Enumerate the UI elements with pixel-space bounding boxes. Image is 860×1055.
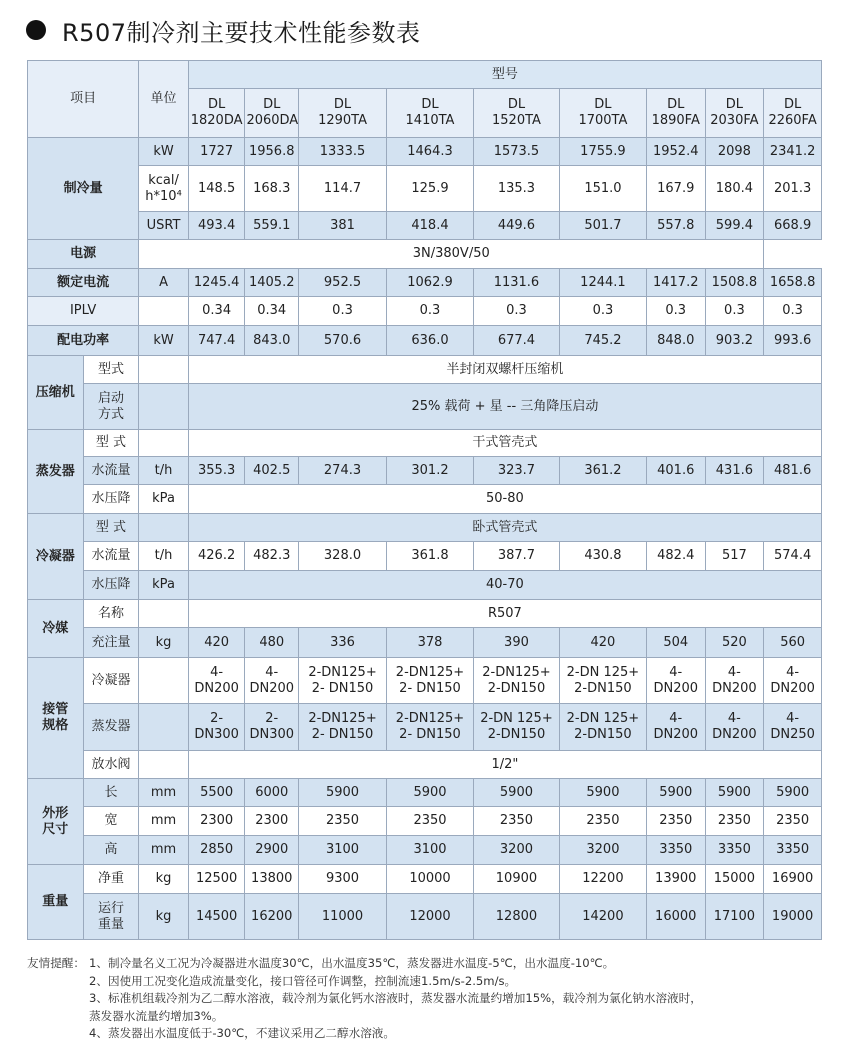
value-cell: 10900 — [473, 865, 559, 894]
table-row — [28, 628, 822, 658]
sub-label: 型 式 — [83, 514, 139, 542]
value-cell: 952.5 — [299, 269, 387, 297]
table-row — [28, 457, 822, 485]
value-cell: 4- DN200 — [705, 658, 764, 704]
value-cell: 5900 — [764, 779, 822, 807]
value-cell: 2- DN300 — [188, 704, 245, 751]
value-cell: 4- DN200 — [245, 658, 299, 704]
table-row — [28, 836, 822, 865]
note-item: 4、蒸发器出水温度低于-30℃，不建议采用乙二醇水溶液。 — [89, 1026, 395, 1040]
unit-cell: mm — [139, 779, 189, 807]
value-cell: 2-DN125+ 2- DN150 — [299, 658, 387, 704]
spanned-value: 3N/380V/50 — [139, 240, 764, 269]
value-cell: 482.4 — [646, 542, 705, 571]
value-cell: 560 — [764, 628, 822, 658]
value-cell: 180.4 — [705, 166, 764, 212]
table-row — [28, 356, 822, 384]
note-item: 2、因使用工况变化造成流量变化，接口管径可作调整，控制流速1.5m/s-2.5m/s。 — [89, 973, 517, 988]
table-row — [28, 138, 822, 166]
sub-label: 净重 — [83, 865, 139, 894]
note-item: 3、标准机组载冷剂为乙二醇水溶液，载冷剂为氯化钙水溶液时，蒸发器水流量约增加15%，载冷剂为氯化钠水溶液时， 蒸发器水流量约增加3%。 — [89, 991, 702, 1023]
value-cell: 125.9 — [387, 166, 474, 212]
header-row-1 — [28, 61, 822, 89]
value-cell: 1417.2 — [646, 269, 705, 297]
value-cell: 557.8 — [646, 212, 705, 240]
unit-cell: A — [139, 269, 189, 297]
table-row — [28, 894, 822, 940]
sub-label: 高 — [83, 836, 139, 865]
value-cell: 2300 — [188, 807, 245, 836]
sub-label: 水流量 — [83, 542, 139, 571]
unit-cell: kcal/ h*10⁴ — [139, 166, 189, 212]
value-cell: 11000 — [299, 894, 387, 940]
unit-cell — [139, 658, 189, 704]
value-cell: 480 — [245, 628, 299, 658]
value-cell: 12500 — [188, 865, 245, 894]
value-cell: 2350 — [473, 807, 559, 836]
table-row — [28, 485, 822, 514]
model-cell: DL 1890FA — [646, 89, 705, 138]
value-cell: 12000 — [387, 894, 474, 940]
value-cell: 848.0 — [646, 326, 705, 356]
value-cell: 12200 — [559, 865, 646, 894]
table-row — [28, 240, 822, 269]
unit-cell: kg — [139, 628, 189, 658]
unit-cell — [139, 751, 189, 779]
sub-label: 宽 — [83, 807, 139, 836]
value-cell: 449.6 — [473, 212, 559, 240]
spanned-value: 干式管壳式 — [188, 430, 821, 457]
value-cell: 167.9 — [646, 166, 705, 212]
model-cell: DL 1290TA — [299, 89, 387, 138]
bullet-dot-icon — [26, 20, 46, 40]
section-label: 重量 — [28, 865, 84, 940]
table-row — [28, 600, 822, 628]
value-cell: 5900 — [559, 779, 646, 807]
table-row — [28, 297, 822, 326]
table-row — [28, 542, 822, 571]
sub-label: 水压降 — [83, 571, 139, 600]
unit-cell — [139, 704, 189, 751]
value-cell: 843.0 — [245, 326, 299, 356]
value-cell: 1244.1 — [559, 269, 646, 297]
value-cell: 4- DN200 — [705, 704, 764, 751]
value-cell: 3350 — [646, 836, 705, 865]
table-row — [28, 658, 822, 704]
value-cell: 10000 — [387, 865, 474, 894]
value-cell: 517 — [705, 542, 764, 571]
value-cell: 4- DN200 — [646, 658, 705, 704]
value-cell: 5500 — [188, 779, 245, 807]
value-cell: 903.2 — [705, 326, 764, 356]
value-cell: 993.6 — [764, 326, 822, 356]
value-cell: 1658.8 — [764, 269, 822, 297]
value-cell: 0.3 — [387, 297, 474, 326]
value-cell: 1333.5 — [299, 138, 387, 166]
note-item: 1、制冷量名义工况为冷凝器进水温度30℃，出水温度35℃，蒸发器进水温度-5℃，出水温度-10℃。 — [89, 956, 615, 970]
value-cell: 1062.9 — [387, 269, 474, 297]
section-label: 配电功率 — [28, 326, 139, 356]
value-cell: 17100 — [705, 894, 764, 940]
value-cell: 0.34 — [188, 297, 245, 326]
value-cell: 4- DN200 — [646, 704, 705, 751]
value-cell: 1245.4 — [188, 269, 245, 297]
unit-cell: kW — [139, 326, 189, 356]
unit-cell: t/h — [139, 457, 189, 485]
sub-label: 型 式 — [83, 430, 139, 457]
section-label: 制冷量 — [28, 138, 139, 240]
model-header: 型号 — [188, 61, 821, 89]
model-cell: DL 1820DA — [188, 89, 245, 138]
value-cell: 9300 — [299, 865, 387, 894]
table-row — [28, 807, 822, 836]
value-cell: 426.2 — [188, 542, 245, 571]
value-cell: 274.3 — [299, 457, 387, 485]
value-cell: 5900 — [705, 779, 764, 807]
value-cell: 381 — [299, 212, 387, 240]
value-cell: 1956.8 — [245, 138, 299, 166]
value-cell: 0.3 — [705, 297, 764, 326]
value-cell: 420 — [188, 628, 245, 658]
value-cell: 2-DN 125+ 2-DN150 — [559, 704, 646, 751]
value-cell: 13800 — [245, 865, 299, 894]
section-label: 接管 规格 — [28, 658, 84, 779]
table-row — [28, 751, 822, 779]
value-cell: 4- DN250 — [764, 704, 822, 751]
value-cell: 2350 — [646, 807, 705, 836]
value-cell: 355.3 — [188, 457, 245, 485]
sub-label: 名称 — [83, 600, 139, 628]
spanned-value: 40-70 — [188, 571, 821, 600]
unit-cell: kPa — [139, 571, 189, 600]
value-cell: 2350 — [764, 807, 822, 836]
sub-label: 启动 方式 — [83, 384, 139, 430]
section-label: 冷凝器 — [28, 514, 84, 600]
value-cell: 5900 — [473, 779, 559, 807]
value-cell: 501.7 — [559, 212, 646, 240]
value-cell: 504 — [646, 628, 705, 658]
notes — [27, 955, 827, 1043]
value-cell: 2300 — [245, 807, 299, 836]
value-cell: 482.3 — [245, 542, 299, 571]
spanned-value: 半封闭双螺杆压缩机 — [188, 356, 821, 384]
value-cell: 1131.6 — [473, 269, 559, 297]
value-cell: 6000 — [245, 779, 299, 807]
value-cell: 5900 — [646, 779, 705, 807]
value-cell: 114.7 — [299, 166, 387, 212]
value-cell: 16200 — [245, 894, 299, 940]
value-cell: 151.0 — [559, 166, 646, 212]
value-cell: 15000 — [705, 865, 764, 894]
value-cell: 13900 — [646, 865, 705, 894]
value-cell: 1405.2 — [245, 269, 299, 297]
sub-label: 水流量 — [83, 457, 139, 485]
table-row — [28, 514, 822, 542]
table-row — [28, 212, 822, 240]
value-cell: 0.3 — [764, 297, 822, 326]
unit-cell: mm — [139, 807, 189, 836]
unit-cell — [139, 600, 189, 628]
value-cell: 2- DN300 — [245, 704, 299, 751]
item-header: 项目 — [28, 61, 139, 138]
value-cell: 4- DN200 — [764, 658, 822, 704]
section-label: 电源 — [28, 240, 139, 269]
value-cell: 2900 — [245, 836, 299, 865]
spanned-value: 1/2" — [188, 751, 821, 779]
sub-label: 蒸发器 — [83, 704, 139, 751]
unit-cell: kg — [139, 894, 189, 940]
value-cell: 481.6 — [764, 457, 822, 485]
value-cell: 16900 — [764, 865, 822, 894]
value-cell: 3100 — [299, 836, 387, 865]
unit-cell — [139, 514, 189, 542]
value-cell: 3350 — [705, 836, 764, 865]
value-cell: 636.0 — [387, 326, 474, 356]
section-label: 蒸发器 — [28, 430, 84, 514]
value-cell: 0.34 — [245, 297, 299, 326]
value-cell: 16000 — [646, 894, 705, 940]
value-cell: 3100 — [387, 836, 474, 865]
sub-label: 型式 — [83, 356, 139, 384]
value-cell: 328.0 — [299, 542, 387, 571]
value-cell: 336 — [299, 628, 387, 658]
value-cell: 3200 — [559, 836, 646, 865]
value-cell: 2350 — [299, 807, 387, 836]
unit-cell: t/h — [139, 542, 189, 571]
value-cell: 2350 — [705, 807, 764, 836]
value-cell: 19000 — [764, 894, 822, 940]
spec-table — [27, 60, 822, 940]
notes-label: 友情提醒： — [27, 956, 85, 970]
section-label: 外形 尺寸 — [28, 779, 84, 865]
value-cell: 1464.3 — [387, 138, 474, 166]
value-cell: 135.3 — [473, 166, 559, 212]
value-cell: 323.7 — [473, 457, 559, 485]
value-cell: 0.3 — [473, 297, 559, 326]
value-cell: 2350 — [559, 807, 646, 836]
value-cell: 1727 — [188, 138, 245, 166]
value-cell: 2098 — [705, 138, 764, 166]
value-cell: 390 — [473, 628, 559, 658]
value-cell: 5900 — [299, 779, 387, 807]
value-cell: 599.4 — [705, 212, 764, 240]
unit-cell — [139, 384, 189, 430]
unit-header: 单位 — [139, 61, 189, 138]
value-cell: 2-DN 125+ 2-DN150 — [473, 704, 559, 751]
table-row — [28, 571, 822, 600]
table-row — [28, 269, 822, 297]
value-cell: 2-DN125+ 2- DN150 — [387, 704, 474, 751]
model-cell: DL 2260FA — [764, 89, 822, 138]
value-cell: 677.4 — [473, 326, 559, 356]
spanned-value: R507 — [188, 600, 821, 628]
value-cell: 430.8 — [559, 542, 646, 571]
unit-cell: kW — [139, 138, 189, 166]
spanned-value: 卧式管壳式 — [188, 514, 821, 542]
value-cell: 301.2 — [387, 457, 474, 485]
value-cell: 420 — [559, 628, 646, 658]
value-cell: 0.3 — [559, 297, 646, 326]
value-cell: 520 — [705, 628, 764, 658]
value-cell: 3200 — [473, 836, 559, 865]
value-cell: 148.5 — [188, 166, 245, 212]
value-cell: 2-DN125+ 2- DN150 — [387, 658, 474, 704]
page-title: R507制冷剂主要技术性能参数表 — [62, 18, 421, 47]
value-cell: 4- DN200 — [188, 658, 245, 704]
value-cell: 2-DN 125+ 2-DN150 — [559, 658, 646, 704]
table-row — [28, 166, 822, 212]
value-cell: 2341.2 — [764, 138, 822, 166]
value-cell: 2-DN125+ 2-DN150 — [473, 658, 559, 704]
value-cell: 1755.9 — [559, 138, 646, 166]
sub-label: 冷凝器 — [83, 658, 139, 704]
value-cell: 2350 — [387, 807, 474, 836]
sub-label: 长 — [83, 779, 139, 807]
value-cell: 401.6 — [646, 457, 705, 485]
model-cell: DL 2060DA — [245, 89, 299, 138]
value-cell: 570.6 — [299, 326, 387, 356]
value-cell: 12800 — [473, 894, 559, 940]
table-row — [28, 326, 822, 356]
model-cell: DL 1520TA — [473, 89, 559, 138]
value-cell: 168.3 — [245, 166, 299, 212]
value-cell: 378 — [387, 628, 474, 658]
spanned-value: 25% 载荷 + 星 -- 三角降压启动 — [188, 384, 821, 430]
spanned-value: 50-80 — [188, 485, 821, 514]
value-cell: 559.1 — [245, 212, 299, 240]
sub-label: 充注量 — [83, 628, 139, 658]
value-cell: 668.9 — [764, 212, 822, 240]
value-cell: 2-DN125+ 2- DN150 — [299, 704, 387, 751]
section-label: 额定电流 — [28, 269, 139, 297]
value-cell: 5900 — [387, 779, 474, 807]
value-cell: 747.4 — [188, 326, 245, 356]
unit-cell: mm — [139, 836, 189, 865]
value-cell: 418.4 — [387, 212, 474, 240]
sub-label: 运行 重量 — [83, 894, 139, 940]
value-cell: 574.4 — [764, 542, 822, 571]
value-cell: 2850 — [188, 836, 245, 865]
unit-cell: USRT — [139, 212, 189, 240]
value-cell: 402.5 — [245, 457, 299, 485]
value-cell: 431.6 — [705, 457, 764, 485]
value-cell: 14200 — [559, 894, 646, 940]
value-cell: 745.2 — [559, 326, 646, 356]
table-row — [28, 704, 822, 751]
unit-cell: kg — [139, 865, 189, 894]
sub-label: 水压降 — [83, 485, 139, 514]
value-cell: 493.4 — [188, 212, 245, 240]
unit-cell — [139, 297, 189, 326]
title-row — [26, 12, 420, 48]
value-cell: 361.2 — [559, 457, 646, 485]
table-row — [28, 779, 822, 807]
value-cell: 0.3 — [646, 297, 705, 326]
section-label: 压缩机 — [28, 356, 84, 430]
table-row — [28, 384, 822, 430]
model-cell: DL 1700TA — [559, 89, 646, 138]
value-cell: 0.3 — [299, 297, 387, 326]
value-cell: 1573.5 — [473, 138, 559, 166]
unit-cell — [139, 430, 189, 457]
unit-cell: kPa — [139, 485, 189, 514]
section-label: 冷媒 — [28, 600, 84, 658]
section-label: IPLV — [28, 297, 139, 326]
table-row — [28, 430, 822, 457]
value-cell: 387.7 — [473, 542, 559, 571]
value-cell: 3350 — [764, 836, 822, 865]
value-cell: 201.3 — [764, 166, 822, 212]
value-cell: 14500 — [188, 894, 245, 940]
model-cell: DL 1410TA — [387, 89, 474, 138]
unit-cell — [139, 356, 189, 384]
value-cell: 1508.8 — [705, 269, 764, 297]
table-row — [28, 865, 822, 894]
sub-label: 放水阀 — [83, 751, 139, 779]
model-cell: DL 2030FA — [705, 89, 764, 138]
value-cell: 361.8 — [387, 542, 474, 571]
value-cell: 1952.4 — [646, 138, 705, 166]
